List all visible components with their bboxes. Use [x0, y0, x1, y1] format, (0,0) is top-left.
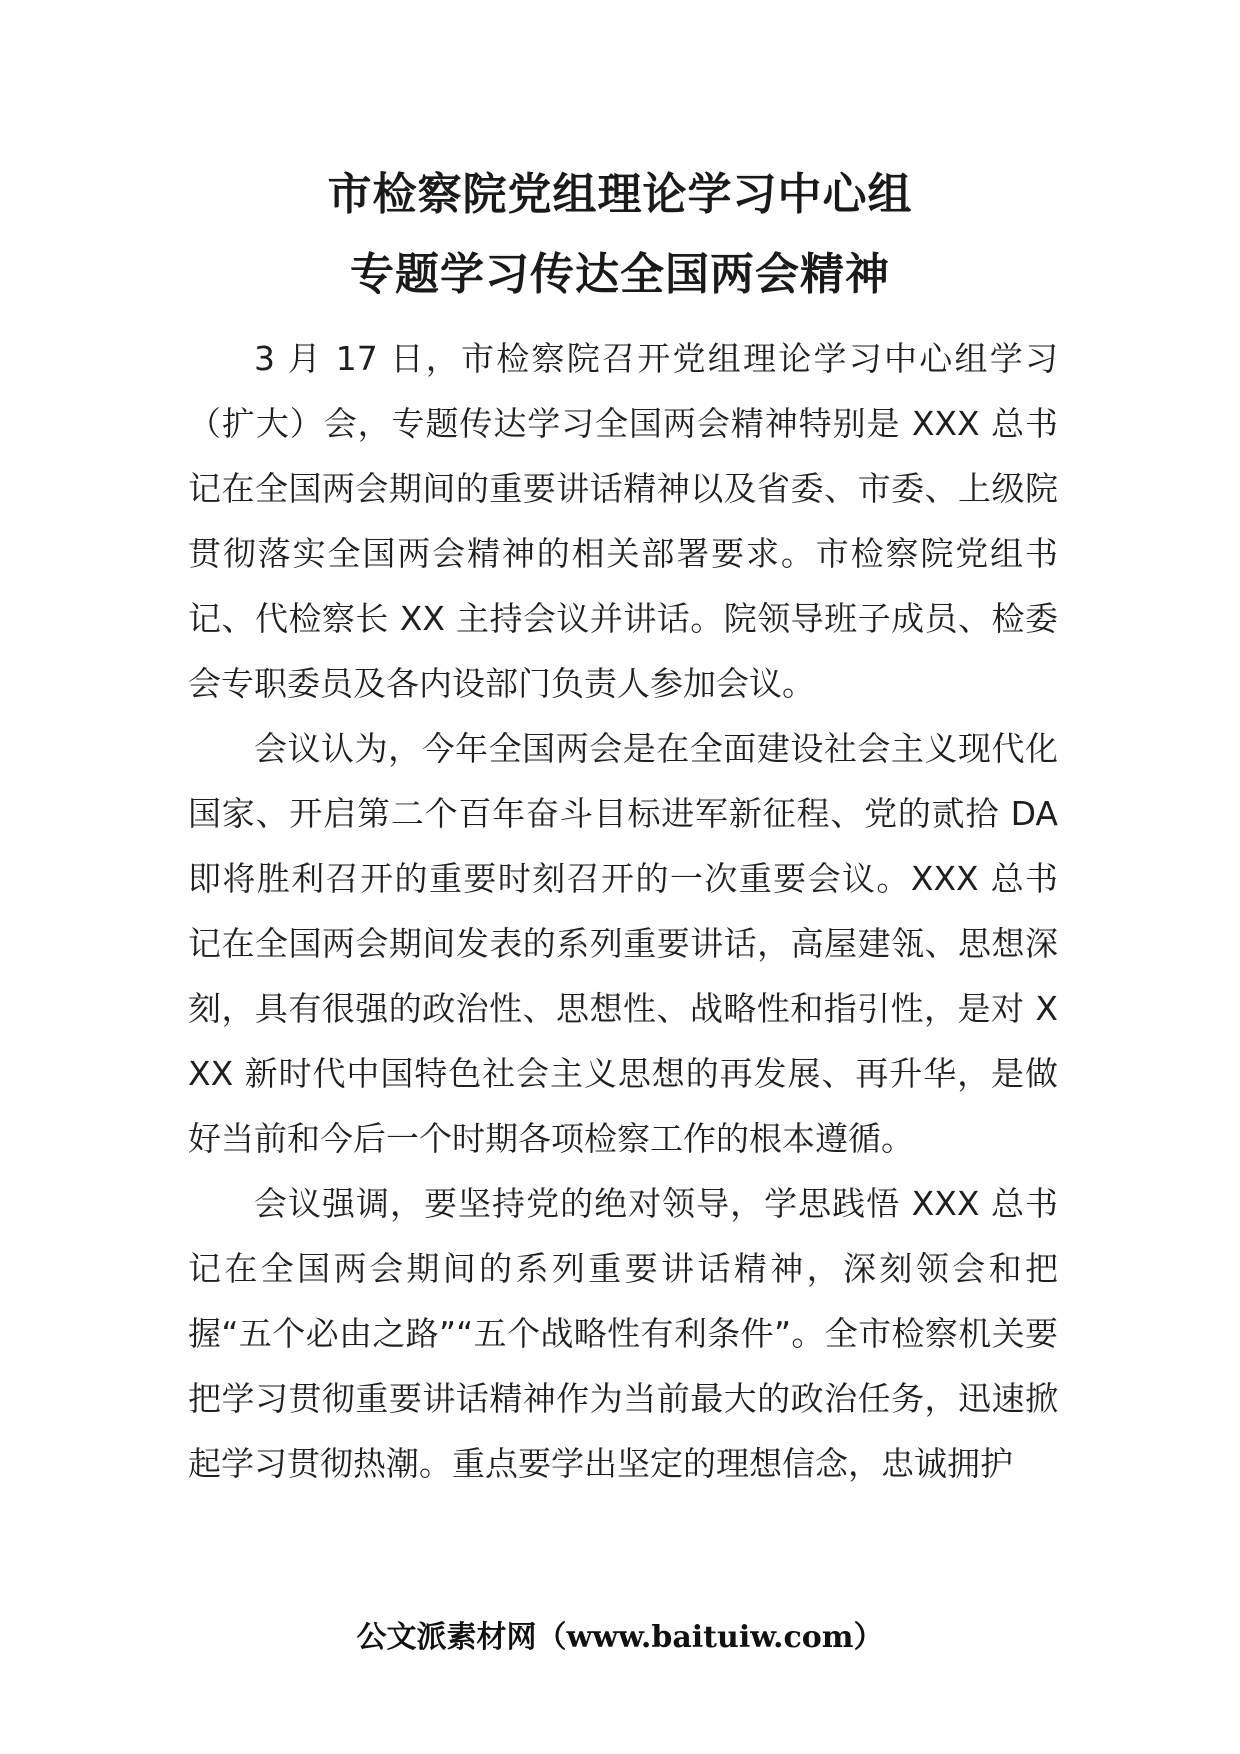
document-title-line-2: 专题学习传达全国两会精神: [350, 249, 890, 300]
document-body: [188, 326, 1058, 1496]
footer-source-text: 公文派素材网（www.baituiw.com）: [356, 1620, 884, 1655]
paragraph-1: 3 月 17 日，市检察院召开党组理论学习中心组学习（扩大）会，专题传达学习全国两会精神特别是 XXX 总书记在全国两会期间的重要讲话精神以及省委、市委、上级院贯彻落实全国两会精神的相关部署要求。市检察院党组书记、代检察长 XX 主持会议并讲话。院领导班子成员、检委会专职委员及各内设部门负责人参加会议。: [188, 339, 1058, 703]
paragraph-2: 会议认为，今年全国两会是在全面建设社会主义现代化国家、开启第二个百年奋斗目标进军新征程、党的贰拾 DA 即将胜利召开的重要时刻召开的一次重要会议。XXX 总书记在全国两会期间发表的系列重要讲话，高屋建瓴、思想深刻，具有很强的政治性、思想性、战略性和指引性，是对 XXX 新时代中国特色社会主义思想的再发展、再升华，是做好当前和今后一个时期各项检察工作的根本遵循。: [188, 729, 1058, 1158]
paragraph-3: 会议强调，要坚持党的绝对领导，学思践悟 XXX 总书记在全国两会期间的系列重要讲话精神，深刻领会和把握“五个必由之路”“五个战略性有利条件”。全市检察机关要把学习贯彻重要讲话精神作为当前最大的政治任务，迅速掀起学习贯彻热潮。重点要学出坚定的理想信念，忠诚拥护: [188, 1184, 1058, 1483]
document-title-line-1: 市检察院党组理论学习中心组: [327, 169, 913, 220]
